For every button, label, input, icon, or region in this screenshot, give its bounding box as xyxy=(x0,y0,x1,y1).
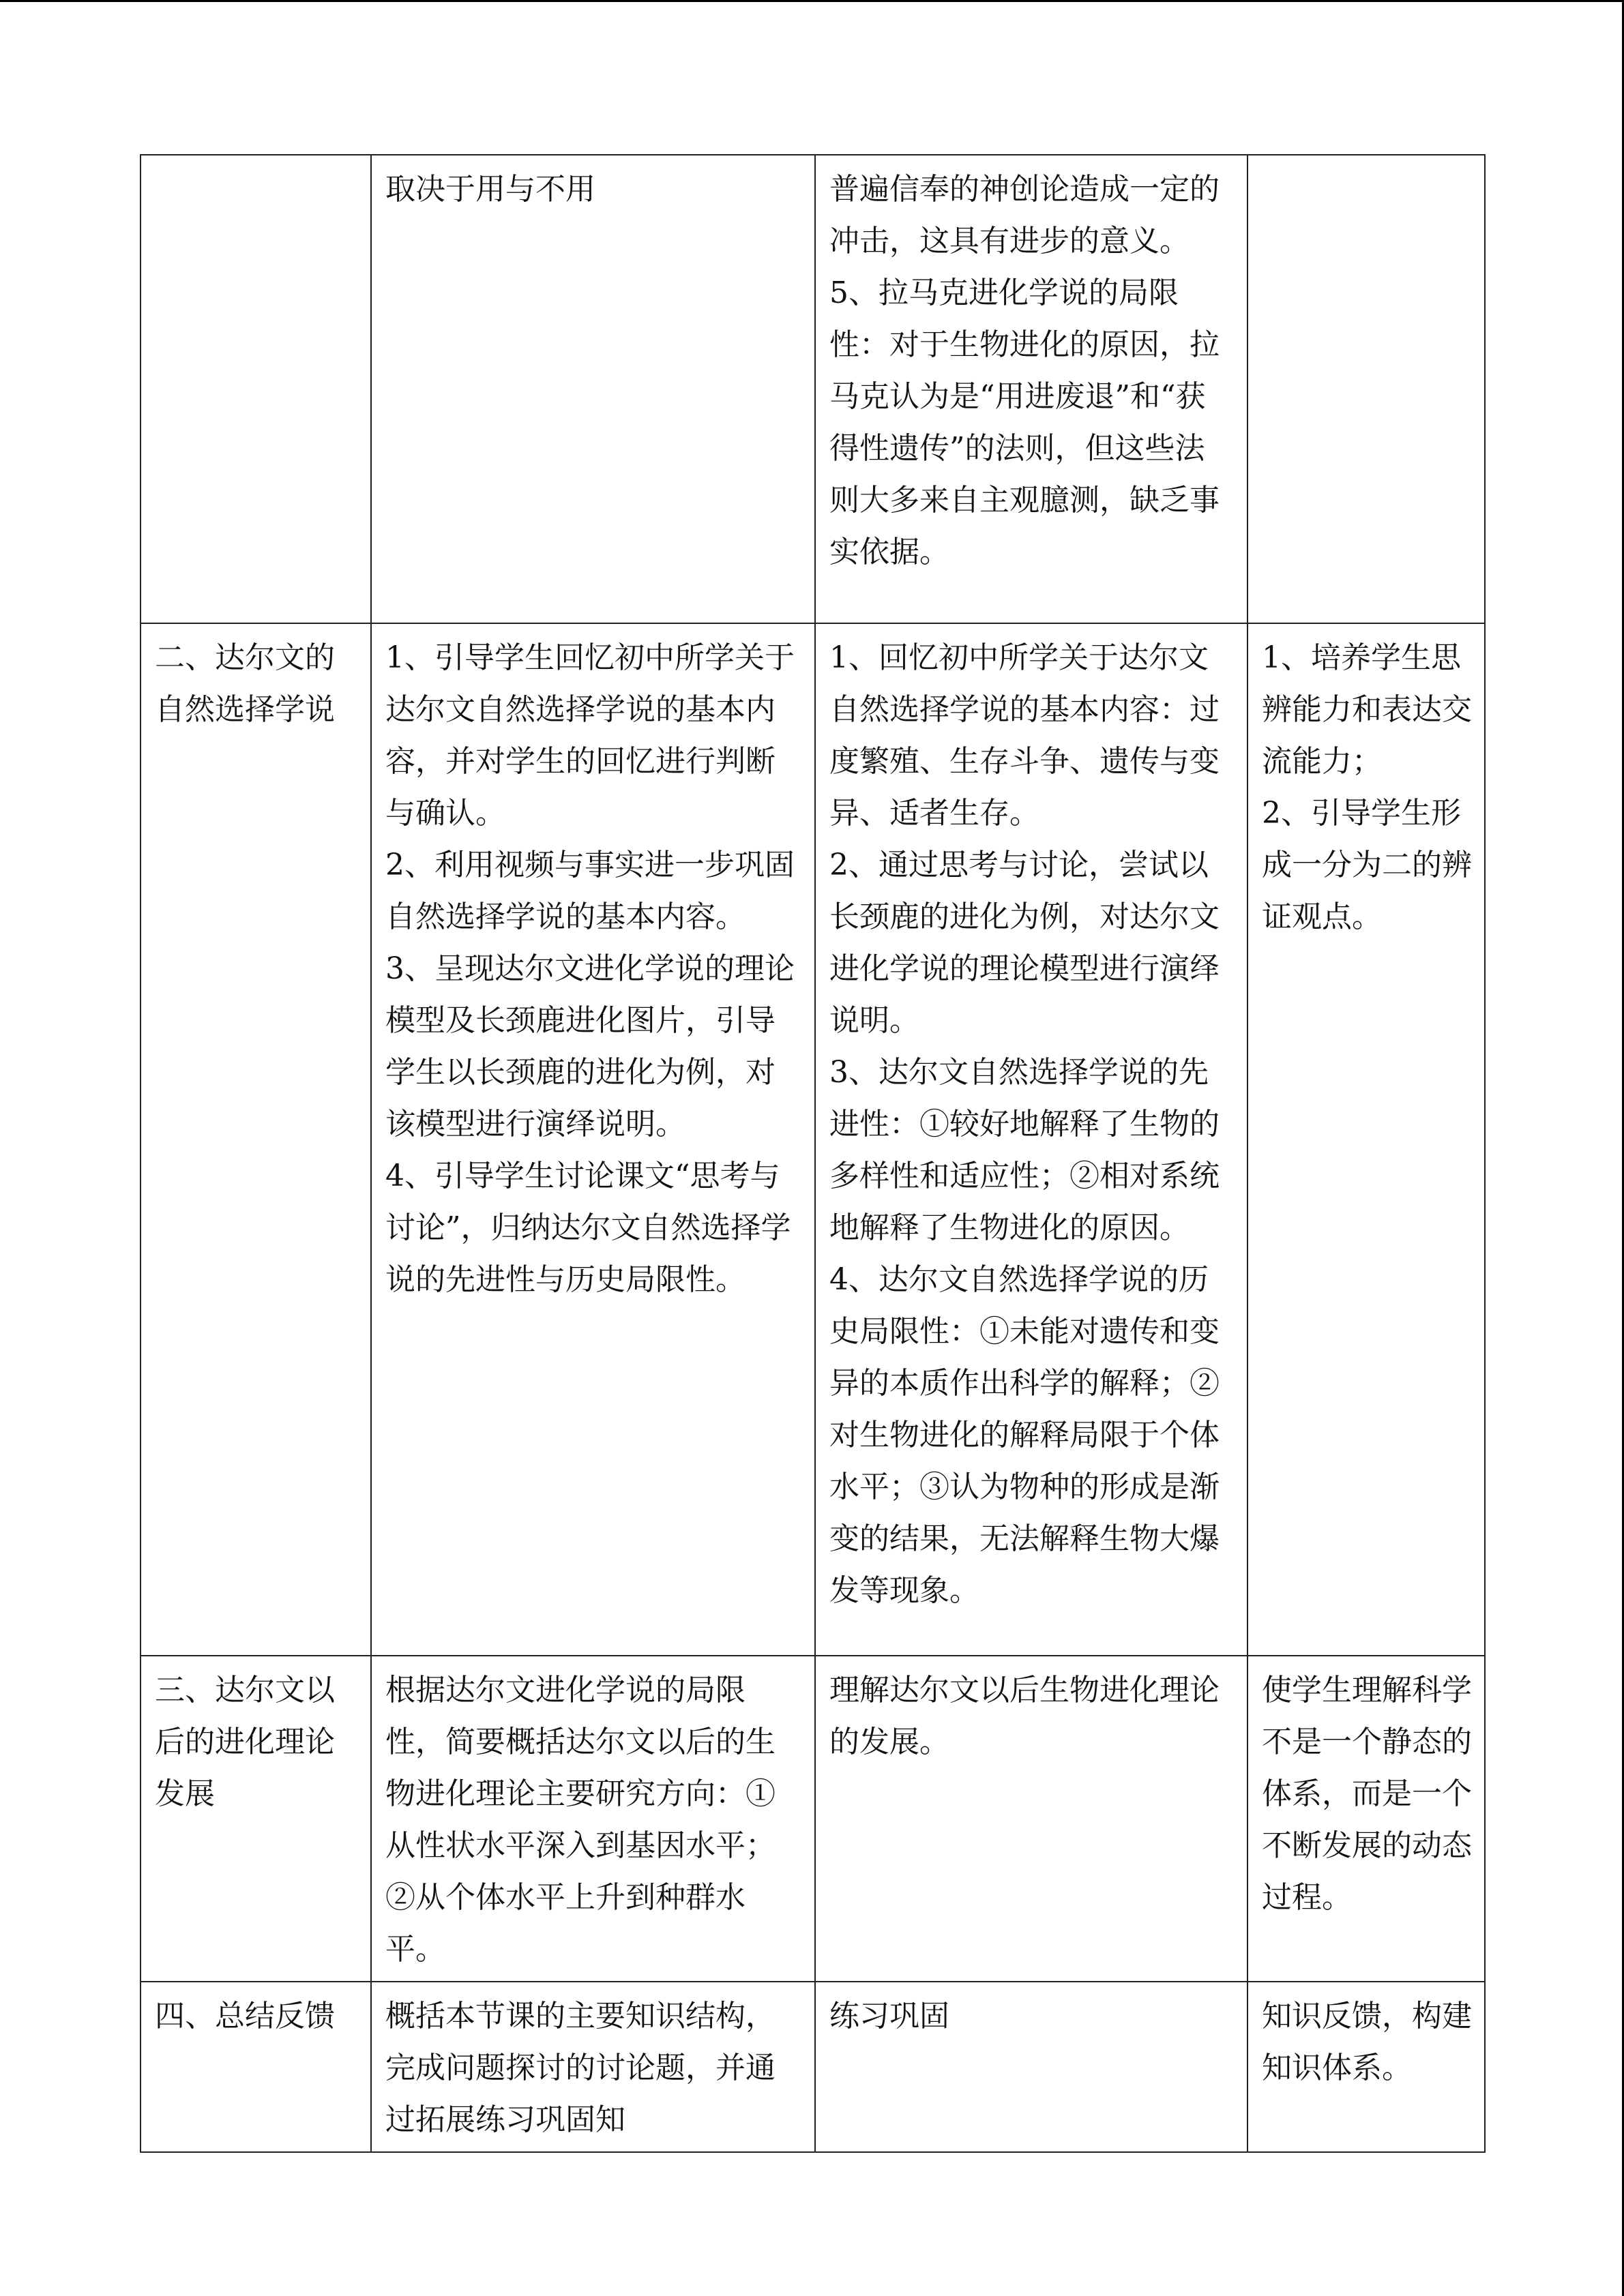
student-activity-text: 1、回忆初中所学关于达尔文自然选择学说的基本内容：过度繁殖、生存斗争、遗传与变异、适者生存。 xyxy=(829,640,1220,831)
design-intent-cell xyxy=(1247,155,1485,623)
teacher-activity-cell xyxy=(371,1656,815,1982)
teacher-activity-cell xyxy=(371,1982,815,2152)
student-activity-text: 4、达尔文自然选择学说的历史局限性：①未能对遗传和变异的本质作出科学的解释；②对生物进化的解释局限于个体水平；③认为物种的形成是渐变的结果，无法解释生物大爆发等现象。 xyxy=(829,1262,1220,1608)
lesson-plan-table xyxy=(140,154,1486,2153)
student-activity-cell xyxy=(815,1656,1247,1982)
design-intent-text: 1、培养学生思辨能力和表达交流能力； xyxy=(1262,640,1472,779)
student-activity-text: 练习巩固 xyxy=(829,1999,949,2033)
design-intent-cell xyxy=(1247,623,1485,1656)
teacher-activity-cell xyxy=(371,623,815,1656)
student-activity-cell xyxy=(815,1982,1247,2152)
design-intent-text: 2、引导学生形成一分为二的辨证观点。 xyxy=(1262,796,1472,934)
table-row xyxy=(141,1982,1485,2152)
teacher-activity-text: 2、利用视频与事实进一步巩固自然选择学说的基本内容。 xyxy=(385,848,795,934)
teacher-activity-text: 根据达尔文进化学说的局限性，简要概括达尔文以后的生物进化理论主要研究方向：①从性状水平深入到基因水平；②从个体水平上升到种群水平。 xyxy=(385,1673,776,1967)
student-activity-cell xyxy=(815,623,1247,1656)
section-cell xyxy=(141,1982,371,2152)
table-row xyxy=(141,623,1485,1656)
design-intent-text: 使学生理解科学不是一个静态的体系，而是一个不断发展的动态过程。 xyxy=(1262,1673,1472,1915)
design-intent-text: 知识反馈，构建知识体系。 xyxy=(1262,1999,1472,2085)
table-row xyxy=(141,155,1485,623)
teacher-activity-text: 3、呈现达尔文进化学说的理论模型及长颈鹿进化图片，引导学生以长颈鹿的进化为例，对该模型进行演绎说明。 xyxy=(385,951,795,1142)
design-intent-cell xyxy=(1247,1982,1485,2152)
student-activity-text: 3、达尔文自然选择学说的先进性：①较好地解释了生物的多样性和适应性；②相对系统地解释了生物进化的原因。 xyxy=(829,1055,1220,1245)
student-activity-text: 普遍信奉的神创论造成一定的冲击，这具有进步的意义。 xyxy=(829,172,1220,258)
section-title: 二、达尔文的自然选择学说 xyxy=(155,640,335,727)
section-cell xyxy=(141,155,371,623)
teacher-activity-text: 4、引导学生讨论课文“思考与讨论”，归纳达尔文自然选择学说的先进性与历史局限性。 xyxy=(385,1159,791,1297)
section-cell xyxy=(141,1656,371,1982)
table-row xyxy=(141,1656,1485,1982)
teacher-activity-text: 1、引导学生回忆初中所学关于达尔文自然选择学说的基本内容，并对学生的回忆进行判断与确认。 xyxy=(385,640,795,831)
teacher-activity-text: 概括本节课的主要知识结构，完成问题探讨的讨论题，并通过拓展练习巩固知 xyxy=(385,1999,776,2137)
teacher-activity-cell xyxy=(371,155,815,623)
section-cell xyxy=(141,623,371,1656)
teacher-activity-text: 取决于用与不用 xyxy=(385,172,595,207)
design-intent-cell xyxy=(1247,1656,1485,1982)
student-activity-text: 2、通过思考与讨论，尝试以长颈鹿的进化为例，对达尔文进化学说的理论模型进行演绎说明。 xyxy=(829,848,1220,1038)
student-activity-cell xyxy=(815,155,1247,623)
student-activity-text: 5、拉马克进化学说的局限性：对于生物进化的原因，拉马克认为是“用进废退”和“获得性遗传”的法则，但这些法则大多来自主观臆测，缺乏事实依据。 xyxy=(829,275,1220,569)
section-title: 四、总结反馈 xyxy=(155,1999,335,2033)
section-title: 三、达尔文以后的进化理论发展 xyxy=(155,1673,335,1811)
student-activity-text: 理解达尔文以后生物进化理论的发展。 xyxy=(829,1673,1220,1759)
